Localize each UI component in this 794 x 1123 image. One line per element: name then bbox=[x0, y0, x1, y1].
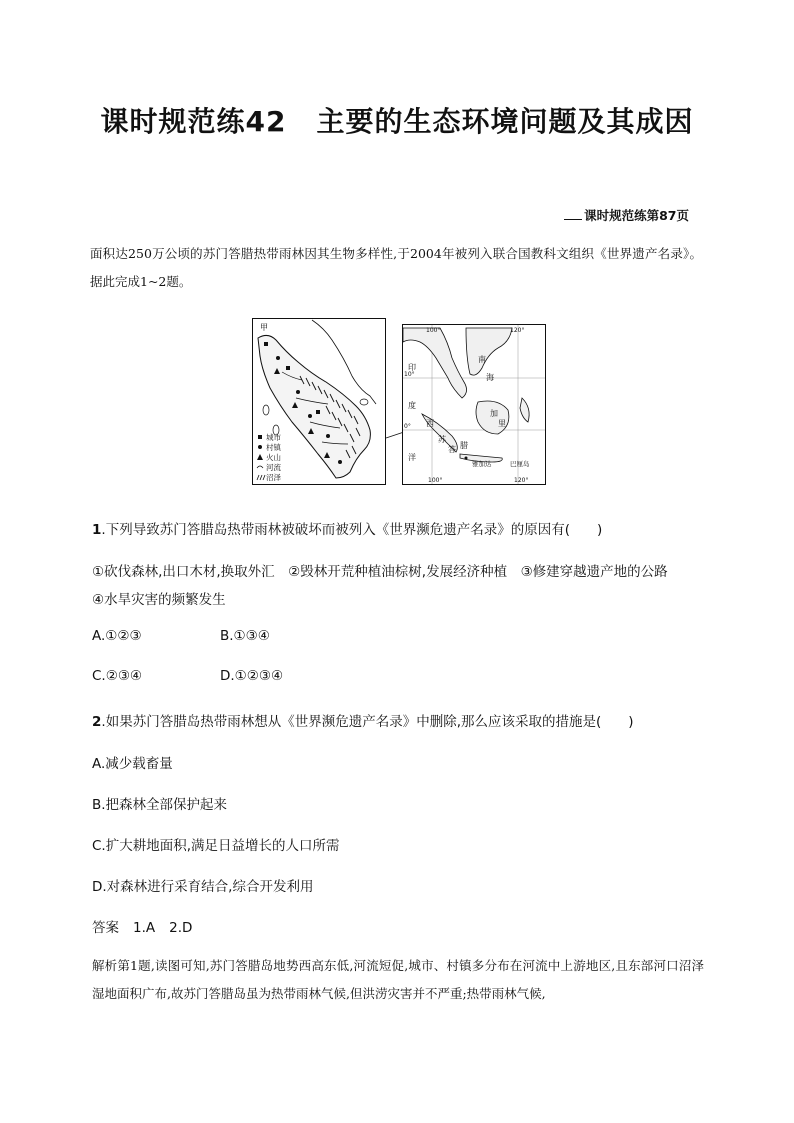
question-1-items-line2: ④水旱灾害的频繁发生 bbox=[92, 592, 226, 608]
q1-option-c[interactable]: C.②③④ bbox=[92, 668, 143, 684]
label-du: 度 bbox=[408, 401, 416, 410]
label-jakarta: 雅加达 bbox=[472, 460, 492, 468]
tick-bottom-left: 100° bbox=[428, 477, 443, 484]
explanation-paragraph: 解析第1题,读图可知,苏门答腊岛地势西高东低,河流短促,城市、村镇多分布在河流中上游地区,且东部河口沼泽湿地面积广布,故苏门答腊岛虽为热带雨林气候,但洪涝灾害并不严重;热带雨林气候, bbox=[92, 958, 704, 1001]
legend-river: 河流 bbox=[266, 463, 281, 472]
label-jia: 加 bbox=[490, 409, 498, 418]
q1-option-a[interactable]: A.①②③ bbox=[92, 628, 142, 644]
page-title bbox=[0, 100, 794, 140]
label-la: 腊 bbox=[460, 441, 468, 450]
answer-line: 答案 1.A 2.D bbox=[92, 920, 193, 936]
sumatra-detail-map bbox=[253, 319, 386, 485]
tick-top-right: 120° bbox=[510, 327, 525, 334]
label-su: 苏 bbox=[438, 435, 446, 444]
title-part2: 主要的生态环境问题及其成因 bbox=[316, 105, 694, 138]
label-yang: 洋 bbox=[408, 453, 416, 462]
tick-bottom-right: 120° bbox=[514, 477, 529, 484]
q1-option-b[interactable]: B.①③④ bbox=[220, 628, 270, 644]
q2-option-b[interactable]: B.把森林全部保护起来 bbox=[92, 797, 228, 813]
label-da: 答 bbox=[448, 445, 456, 454]
title-part1: 课时规范练42 bbox=[100, 105, 287, 138]
north-label: 甲 bbox=[260, 323, 268, 332]
southeast-asia-locator-map bbox=[403, 325, 546, 485]
label-yin: 印 bbox=[408, 363, 416, 372]
question-1: 1.下列导致苏门答腊岛热带雨林被破坏而被列入《世界濒危遗产名录》的原因有( ) bbox=[92, 522, 603, 538]
q2-option-a[interactable]: A.减少载畜量 bbox=[92, 756, 173, 772]
label-li: 里 bbox=[498, 419, 506, 428]
question-1-options-row1 bbox=[92, 628, 270, 644]
question-2: 2.如果苏门答腊岛热带雨林想从《世界濒危遗产名录》中删除,那么应该采取的措施是( ) bbox=[92, 714, 634, 730]
label-hai: 海 bbox=[486, 373, 494, 382]
legend-city: 城市 bbox=[266, 433, 281, 442]
legend-volcano: 火山 bbox=[266, 453, 281, 462]
legend-town: 村镇 bbox=[266, 443, 281, 452]
legend-swamp: 沼泽 bbox=[266, 473, 281, 482]
label-nan: 南 bbox=[478, 355, 486, 364]
intro-paragraph: 面积达250万公顷的苏门答腊热带雨林因其生物多样性,于2004年被列入联合国教科文组织《世界遗产名录》。据此完成1~2题。 bbox=[90, 246, 702, 289]
q2-option-d[interactable]: D.对森林进行采育结合,综合开发利用 bbox=[92, 879, 314, 895]
label-xi: 西 bbox=[426, 419, 434, 428]
q1-option-d[interactable]: D.①②③④ bbox=[220, 668, 284, 684]
tick-equator: 0° bbox=[404, 423, 411, 430]
page-reference: 课时规范练第87页 bbox=[564, 206, 689, 224]
q2-option-c[interactable]: C.扩大耕地面积,满足日益增长的人口所需 bbox=[92, 838, 340, 854]
label-bali: 巴厘岛 bbox=[510, 460, 530, 468]
question-1-items-line1: ①砍伐森林,出口木材,换取外汇 ②毁林开荒种植油棕树,发展经济种植 ③修建穿越遗产地的公路 bbox=[92, 564, 668, 580]
tick-ten-north: 10° bbox=[404, 371, 415, 378]
sumatra-map-figure bbox=[252, 318, 548, 492]
tick-top-left: 100° bbox=[426, 327, 441, 334]
question-1-options-row2 bbox=[92, 668, 283, 684]
